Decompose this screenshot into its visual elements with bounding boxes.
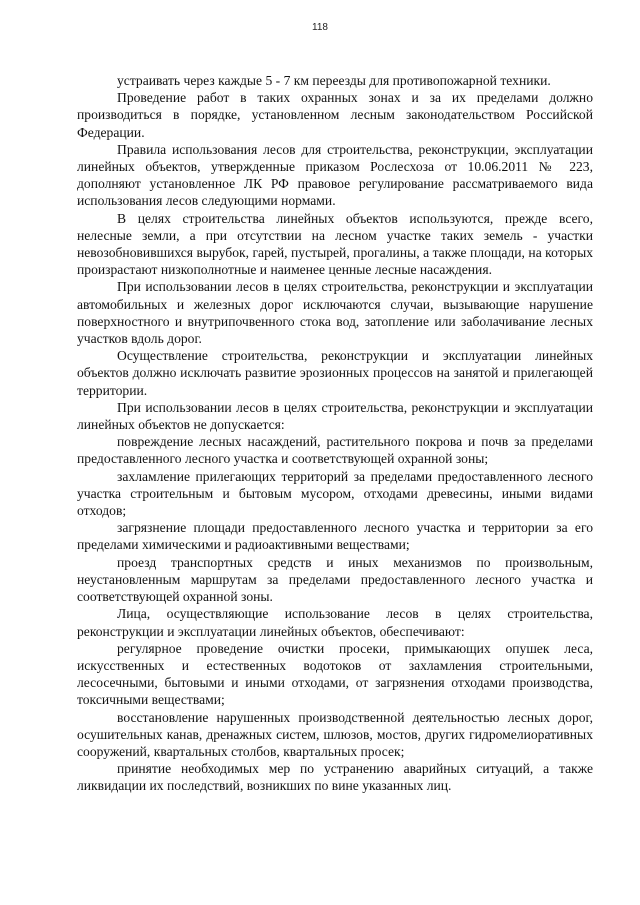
paragraph: При использовании лесов в целях строительства, реконструкции и эксплуатации автомобильных и железных дорог исключаются случаи, вызывающие нарушение поверхностного и внутрипочвенного стока вод, затопление или заболачивание лесных участков вдоль дорог.	[77, 279, 593, 347]
list-item: повреждение лесных насаждений, растительного покрова и почв за пределами предоставленного лесного участка и соответствующей охранной зоны;	[77, 434, 593, 467]
page-number: 118	[312, 22, 328, 33]
paragraph: В целях строительства линейных объектов используются, прежде всего, нелесные земли, а при отсутствии на лесном участке таких земель - участки невозобновившихся вырубок, гарей, пустырей, прогалины, а также площади, на которых произрастают низкополнотные и наименее ценные лесные насаждения.	[77, 210, 593, 278]
document-body	[77, 72, 593, 795]
paragraph: Правила использования лесов для строительства, реконструкции, эксплуатации линейных объектов, утвержденные приказом Рослесхоза от 10.06.2011 № 223, дополняют установленное ЛК РФ правовое регулирование рассматриваемого вида использования лесов следующими нормами.	[77, 141, 593, 209]
paragraph: Осуществление строительства, реконструкции и эксплуатации линейных объектов должно исключать развитие эрозионных процессов на занятой и прилегающей территории.	[77, 348, 593, 398]
paragraph: Проведение работ в таких охранных зонах и за их пределами должно производиться в порядке, установленном лесным законодательством Российской Федерации.	[77, 90, 593, 140]
paragraph: устраивать через каждые 5 - 7 км переезды для противопожарной техники.	[117, 73, 551, 88]
list-item: восстановление нарушенных производственной деятельностью лесных дорог, осушительных канав, дренажных систем, шлюзов, мостов, других гидромелиоративных сооружений, квартальных столбов, квартальных просек;	[77, 709, 593, 759]
list-item: загрязнение площади предоставленного лесного участка и территории за его пределами химическими и радиоактивными веществами;	[77, 520, 593, 553]
paragraph: Лица, осуществляющие использование лесов в целях строительства, реконструкции и эксплуатации линейных объектов, обеспечивают:	[77, 606, 593, 639]
list-item: захламление прилегающих территорий за пределами предоставленного лесного участка строительным и бытовым мусором, отходами древесины, иными видами отходов;	[77, 468, 593, 519]
list-item: регулярное проведение очистки просеки, примыкающих опушек леса, искусственных и естественных водотоков от захламления строительными, лесосечными, бытовыми и иными отходами, от загрязнения отходами производства, токсичными веществами;	[77, 640, 593, 708]
list-item: принятие необходимых мер по устранению аварийных ситуаций, а также ликвидации их последствий, возникших по вине указанных лиц.	[77, 761, 593, 794]
list-item: проезд транспортных средств и иных механизмов по произвольным, неустановленным маршрутам за пределами предоставленного лесного участка и соответствующей охранной зоны.	[77, 554, 593, 605]
paragraph: При использовании лесов в целях строительства, реконструкции и эксплуатации линейных объектов не допускается:	[77, 399, 593, 433]
